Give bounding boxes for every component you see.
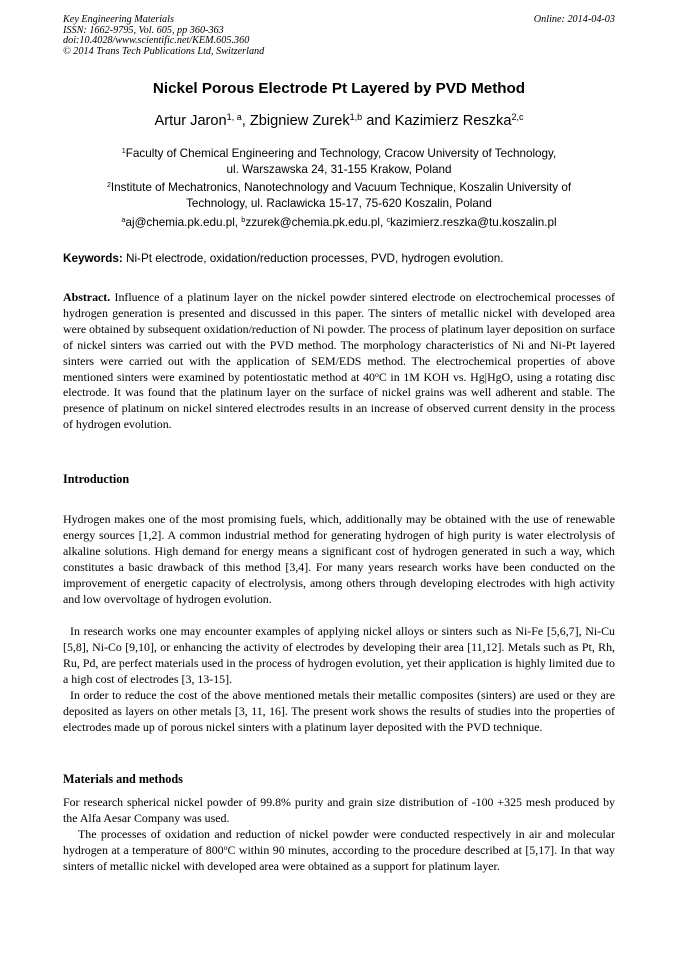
paragraph-text: The processes of oxidation and reduction of nickel powder were conducted respectively in air and molecular hydrogen at a temperature of 800 <box>63 827 615 857</box>
paragraph-text: C within 90 minutes, according to the procedure described at [5,17]. In that way sinters of metallic nickel with developed area were obtained as a support for platinum layer. <box>63 842 615 873</box>
affiliation-text: ul. Warszawska 24, 31-155 Krakow, Poland <box>226 163 452 176</box>
abstract <box>63 290 615 433</box>
keywords-label: Keywords: <box>63 252 123 265</box>
abstract-label: Abstract. <box>63 290 111 304</box>
paragraph <box>63 688 615 736</box>
email-mark: a <box>121 215 126 225</box>
journal-header <box>63 15 615 57</box>
issn-line: ISSN: 1662-9795, Vol. 605, pp 360-363 <box>63 24 224 36</box>
affiliation-2 <box>80 180 598 212</box>
paragraph <box>63 624 615 688</box>
copyright-line: © 2014 Trans Tech Publications Ltd, Switzerland <box>63 45 265 57</box>
email-address: aj@chemia.pk.edu.pl, <box>125 216 242 229</box>
keywords <box>63 251 615 267</box>
paper-title: Nickel Porous Electrode Pt Layered by PVD Method <box>152 80 526 97</box>
paragraph <box>63 827 615 875</box>
email-address: zzurek@chemia.pk.edu.pl, <box>245 216 387 229</box>
author-name: Artur Jaron <box>154 113 227 129</box>
doi-line: doi:10.4028/www.scientific.net/KEM.605.360 <box>63 35 250 47</box>
paragraph: Hydrogen makes one of the most promising fuels, which, additionally may be obtained with the use of renewable energy sources [1,2]. A common industrial method for generating hydrogen of high purity is water electrolysis of alkaline solutions. High demand for energy means a significant cost of hydrogen generated in such a way, which constitutes a basic drawback of this method [3,4]. For many years research works have been conducted on the improvement of energetic capacity of electrolysis, among others through developing electrodes with high activity and low overvoltage of hydrogen evolution. <box>63 512 615 606</box>
abstract-text: Influence of a platinum layer on the nickel powder sintered electrode on electrochemical processes of hydrogen generation is presented and discussed in this paper. The sinters of metallic nickel with developed area were obtained by subsequent oxidation/reduction of Ni powder. The process of platinum layer deposition on surface of nickel sinters was carried out with the PVD method. The morphology characteristics of Ni and Ni-Pt layered sinters were carried out with the application of SEM/EDS method. The electrochemical properties of above mentioned sinters were examined by potentiostatic method at 40 <box>63 290 615 384</box>
paragraph-text: In research works one may encounter examples of applying nickel alloys or sinters such as Ni-Fe [5,6,7], Ni-Cu [5,8], Ni-Co [9,10], or enhancing the activity of electrodes by developing their area [11,12]. Metals such as Pt, Rh, Ru, Pd, are perfect materials used in the process of hydrogen evolution, yet their application is highly limited due to a high cost of electrodes [3, 13-15]. <box>63 624 615 686</box>
author-affiliation-mark: 1,b <box>349 112 363 123</box>
affiliation-mark: 2 <box>106 180 111 190</box>
degree-mark: o <box>223 842 228 852</box>
email-mark: b <box>241 215 246 225</box>
keywords-text: Ni-Pt electrode, oxidation/reduction processes, PVD, hydrogen evolution. <box>122 252 504 265</box>
section-heading-introduction: Introduction <box>63 472 130 486</box>
paragraph-text: In order to reduce the cost of the above mentioned metals their metallic composites (sinters) are used or they are deposited as layers on other metals [3, 11, 16]. The present work shows the results of studies into the properties of electrodes made up of porous nickel sinters with a platinum layer deposited with the PVD technique. <box>63 688 615 734</box>
email-mark: c <box>386 215 391 225</box>
affiliation-text: Faculty of Chemical Engineering and Technology, Cracow University of Technology, <box>125 147 557 160</box>
author-name: Kazimierz Reszka <box>394 113 512 129</box>
affiliation-mark: 1 <box>121 146 126 156</box>
author-emails <box>63 215 615 231</box>
author-name: Zbigniew Zurek <box>249 113 350 129</box>
author-affiliation-mark: 1, a <box>226 112 242 123</box>
affiliation-text: Technology, ul. Raclawicka 15-17, 75-620 Koszalin, Poland <box>186 197 492 210</box>
author-separator: , <box>241 113 250 129</box>
section-heading-materials-methods: Materials and methods <box>63 772 183 786</box>
email-address: kazimierz.reszka@tu.koszalin.pl <box>390 216 557 229</box>
abstract-text: C in 1M KOH vs. Hg|HgO, using a rotating disc electrode. It was found that the platinum layer on the surface of nickel grains was well adherent and stable. The presence of platinum on nickel sintered electrodes results in an increase of observed current density in the process of hydrogen evolution. <box>63 369 615 432</box>
degree-mark: o <box>374 369 379 379</box>
online-date: Online: 2014-04-03 <box>533 14 615 25</box>
journal-name: Key Engineering Materials <box>63 14 174 25</box>
author-separator: and <box>362 113 395 129</box>
paragraph: For research spherical nickel powder of 99.8% purity and grain size distribution of -100 +325 mesh produced by the Alfa Aesar Company was used. <box>63 795 615 825</box>
affiliation-text: Institute of Mechatronics, Nanotechnology and Vacuum Technique, Koszalin University of <box>110 181 572 194</box>
author-list <box>63 112 615 130</box>
author-affiliation-mark: 2,c <box>511 112 524 123</box>
affiliation-1 <box>80 146 598 178</box>
